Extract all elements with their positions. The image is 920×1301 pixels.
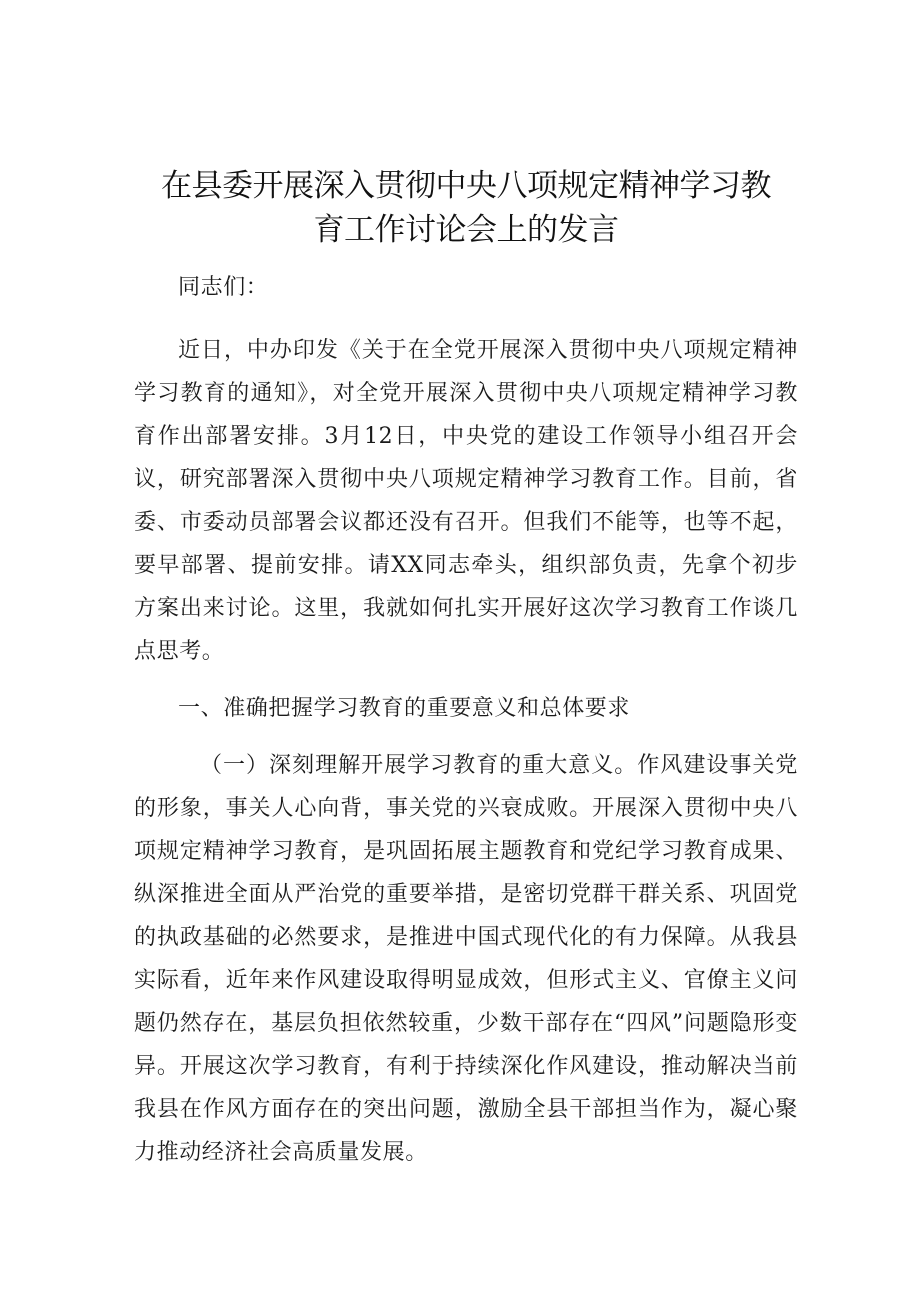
document-body: [134, 266, 798, 1174]
title-line-1: 在县委开展深入贯彻中央八项规定精神学习教: [161, 168, 771, 204]
section-heading-1: 一、准确把握学习教育的重要意义和总体要求: [178, 696, 631, 721]
salutation: 同志们：: [178, 275, 269, 300]
subsection-paragraph-1: （一）深刻理解开展学习教育的重大意义。作风建设事关党的形象，事关人心向背，事关党的兴衰成败。开展深入贯彻中央八项规定精神学习教育，是巩固拓展主题教育和党纪学习教育成果、纵深推进全面从严治党的重要举措，是密切党群干群关系、巩固党的执政基础的必然要求，是推进中国式现代化的有力保障。从我县实际看，近年来作风建设取得明显成效，但形式主义、官僚主义问题仍然存在，基层负担依然较重，少数干部存在“四风”问题隐形变异。开展这次学习教育，有利于持续深化作风建设，推动解决当前我县在作风方面存在的突出问题，激励全县干部担当作为，凝心聚力推动经济社会高质量发展。: [134, 753, 798, 1165]
document-title: [134, 164, 798, 252]
intro-paragraph: 近日，中办印发《关于在全党开展深入贯彻中央八项规定精神学习教育的通知》，对全党开展深入贯彻中央八项规定精神学习教育作出部署安排。3月12日，中央党的建设工作领导小组召开会议，研究部署深入贯彻中央八项规定精神学习教育工作。目前，省委、市委动员部署会议都还没有召开。但我们不能等，也等不起，要早部署、提前安排。请XX同志牵头，组织部负责，先拿个初步方案出来讨论。这里，我就如何扎实开展好这次学习教育工作谈几点思考。: [134, 338, 798, 664]
title-line-2: 育工作讨论会上的发言: [313, 212, 619, 248]
